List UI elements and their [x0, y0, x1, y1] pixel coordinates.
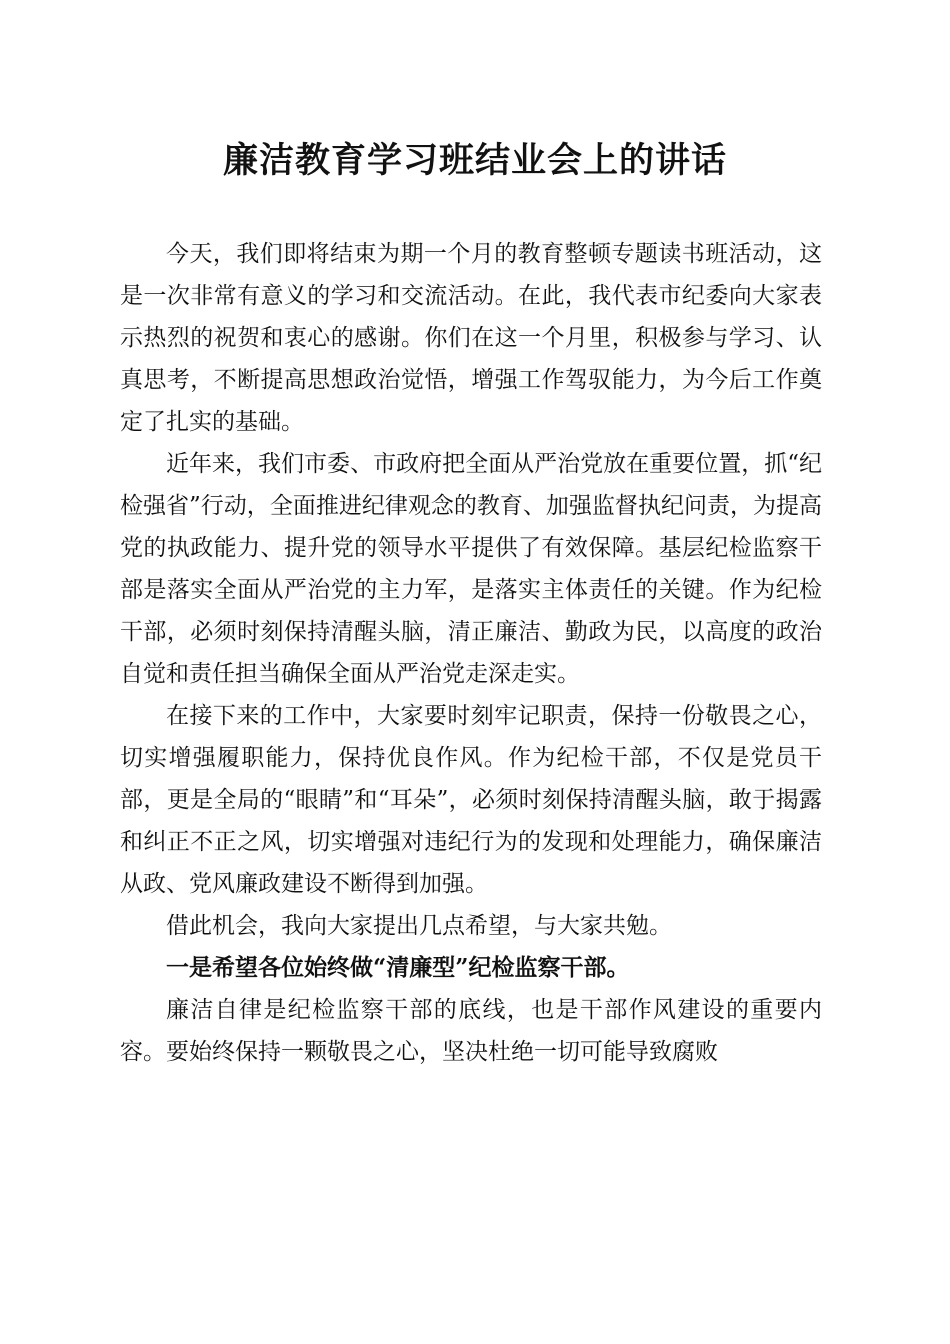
- paragraph-hopes-intro: 借此机会，我向大家提出几点希望，与大家共勉。: [166, 913, 672, 939]
- paragraph-duties: 在接下来的工作中，大家要时刻牢记职责，保持一份敬畏之心，切实增强履职能力，保持优良作风。作为纪检干部，不仅是党员干部，更是全局的“眼睛”和“耳朵”，必须时刻保持清醒头脑，敢于揭露和纠正不正之风，切实增强对违纪行为的发现和处理能力，确保廉洁从政、党风廉政建设不断得到加强。: [120, 703, 822, 897]
- document-title: 廉洁教育学习班结业会上的讲话: [222, 141, 727, 181]
- paragraph-background: 近年来，我们市委、市政府把全面从严治党放在重要位置，抓“纪检强省”行动，全面推进纪律观念的教育、加强监督执纪问责，为提高党的执政能力、提升党的领导水平提供了有效保障。基层纪检监察干部是落实全面从严治党的主力军，是落实主体责任的关键。作为纪检干部，必须时刻保持清醒头脑，清正廉洁、勤政为民，以高度的政治自觉和责任担当确保全面从严治党走深走实。: [120, 451, 822, 687]
- section-heading-one: 一是希望各位始终做“清廉型”纪检监察干部。: [166, 954, 630, 981]
- document-body: [120, 233, 822, 1073]
- paragraph-integrity: 廉洁自律是纪检监察干部的底线，也是干部作风建设的重要内容。要始终保持一颗敬畏之心，坚决杜绝一切可能导致腐败: [120, 997, 822, 1065]
- paragraph-opening: 今天，我们即将结束为期一个月的教育整顿专题读书班活动，这是一次非常有意义的学习和交流活动。在此，我代表市纪委向大家表示热烈的祝贺和衷心的感谢。你们在这一个月里，积极参与学习、认真思考，不断提高思想政治觉悟，增强工作驾驭能力，为今后工作奠定了扎实的基础。: [120, 241, 822, 435]
